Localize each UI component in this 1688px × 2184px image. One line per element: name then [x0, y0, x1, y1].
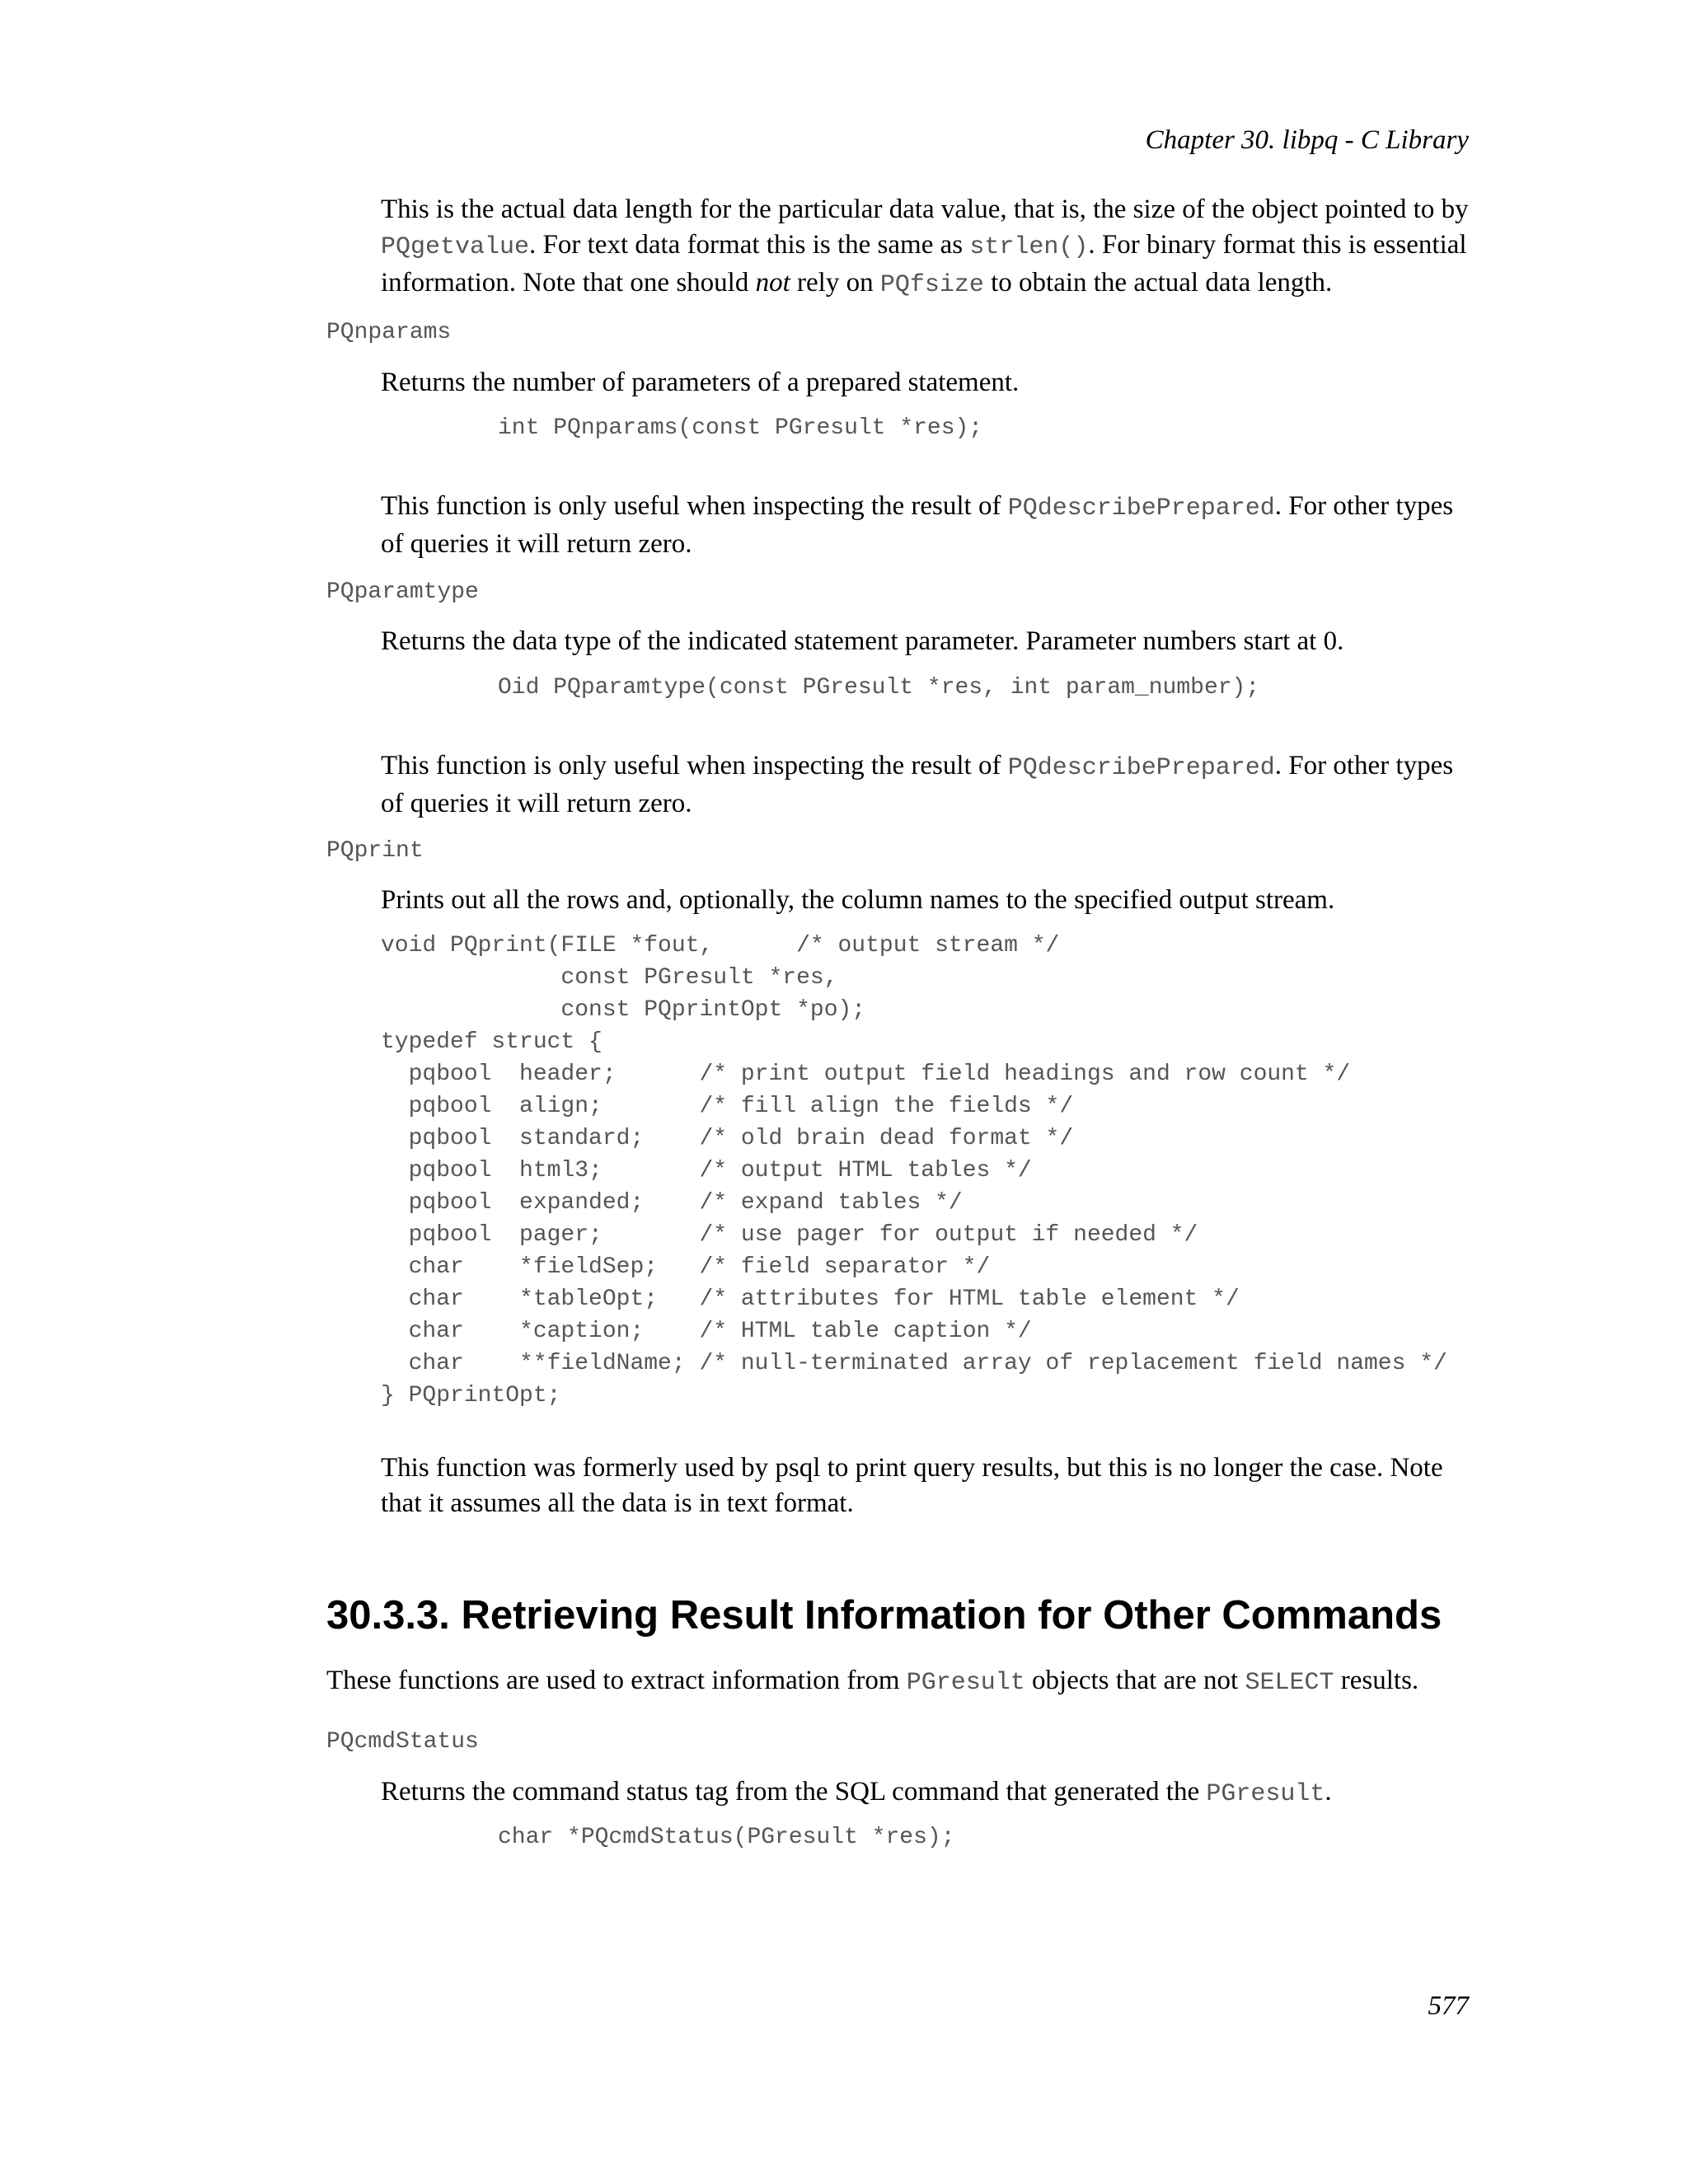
intro-text-4: rely on — [790, 268, 880, 298]
function-ref-strlen: strlen() — [969, 233, 1089, 261]
code-line: const PQprintOpt *po); — [381, 997, 866, 1023]
section-intro-text-2: objects that are not — [1025, 1666, 1245, 1695]
emphasis-not: not — [755, 268, 790, 298]
pqparamtype-note-text-1: This function is only useful when inspecting the result of — [381, 751, 1008, 780]
pqprint-description: Prints out all the rows and, optionally, the column names to the specified output stream. — [381, 885, 1335, 915]
pqparamtype-note — [381, 748, 1469, 822]
section-intro-text-1: These functions are used to extract information from — [326, 1666, 907, 1695]
term-pqparamtype: PQparamtype — [326, 579, 479, 605]
pqnparams-note — [381, 489, 1469, 562]
function-ref-pqdescribeprepared: PQdescribePrepared — [1007, 754, 1275, 782]
function-ref-pqfsize: PQfsize — [879, 271, 984, 299]
pqprint-note: This function was formerly used by psql to print query results, but this is no longer the case. Note that it assumes all the data is in text format. — [381, 1453, 1443, 1518]
pqnparams-note-text-2: . For other types of queries it will return zero. — [381, 491, 1454, 559]
code-line: const PGresult *res, — [381, 965, 838, 991]
pqprint-code-block — [381, 930, 1447, 1412]
section-intro-text-3: results. — [1334, 1666, 1419, 1695]
section-heading: 30.3.3. Retrieving Result Information for Other Commands — [326, 1593, 1442, 1638]
intro-text-2: . For text data format this is the same as — [529, 230, 970, 260]
pqnparams-note-text-1: This function is only useful when inspecting the result of — [381, 491, 1008, 521]
code-line: pqbool header; /* print output field headings and row count */ — [381, 1062, 1351, 1087]
pqnparams-description: Returns the number of parameters of a prepared statement. — [381, 368, 1020, 397]
keyword-ref-select: SELECT — [1245, 1669, 1334, 1697]
intro-text-1: This is the actual data length for the particular data value, that is, the size of the object pointed to by — [381, 194, 1469, 224]
code-line: pqbool align; /* fill align the fields */ — [381, 1094, 1074, 1119]
term-pqcmdstatus: PQcmdStatus — [326, 1729, 479, 1755]
code-line: pqbool expanded; /* expand tables */ — [381, 1190, 963, 1216]
code-line: } PQprintOpt; — [381, 1383, 561, 1408]
code-line: void PQprint(FILE *fout, /* output stream */ — [381, 933, 1060, 958]
pqparamtype-note-text-2: . For other types of queries it will return zero. — [381, 751, 1454, 818]
section-intro — [326, 1663, 1480, 1701]
type-ref-pgresult: PGresult — [906, 1669, 1025, 1697]
pqparamtype-description: Returns the data type of the indicated statement parameter. Parameter numbers start at 0. — [381, 626, 1344, 656]
code-line: char **fieldName; /* null-terminated array of replacement field names */ — [381, 1351, 1447, 1376]
term-pqprint: PQprint — [326, 838, 424, 864]
function-ref-pqdescribeprepared: PQdescribePrepared — [1007, 494, 1275, 523]
pqnparams-signature: int PQnparams(const PGresult *res); — [498, 415, 983, 441]
pqcmdstatus-description — [381, 1774, 1469, 1812]
function-ref-pqgetvalue: PQgetvalue — [381, 233, 530, 261]
intro-text-5: to obtain the actual data length. — [983, 268, 1333, 298]
intro-paragraph — [381, 192, 1469, 303]
intro-text-3: . For binary format this is essential information. Note that one should — [381, 230, 1467, 298]
term-pqnparams: PQnparams — [326, 320, 452, 345]
code-line: char *caption; /* HTML table caption */ — [381, 1319, 1032, 1344]
pqparamtype-signature: Oid PQparamtype(const PGresult *res, int param_number); — [498, 675, 1260, 701]
page-number: 577 — [1428, 1991, 1469, 2021]
pqcmdstatus-desc-text-1: Returns the command status tag from the SQL command that generated the — [381, 1777, 1207, 1807]
type-ref-pgresult: PGresult — [1206, 1780, 1325, 1808]
code-line: pqbool html3; /* output HTML tables */ — [381, 1158, 1032, 1183]
code-line: typedef struct { — [381, 1029, 603, 1055]
code-line: char *tableOpt; /* attributes for HTML table element */ — [381, 1286, 1240, 1312]
code-line: pqbool standard; /* old brain dead format */ — [381, 1126, 1074, 1151]
code-line: pqbool pager; /* use pager for output if needed */ — [381, 1222, 1198, 1248]
pqcmdstatus-signature: char *PQcmdStatus(PGresult *res); — [498, 1825, 955, 1850]
pqcmdstatus-desc-text-2: . — [1325, 1777, 1332, 1807]
code-line: char *fieldSep; /* field separator */ — [381, 1254, 991, 1280]
running-header: Chapter 30. libpq - C Library — [1145, 125, 1469, 155]
